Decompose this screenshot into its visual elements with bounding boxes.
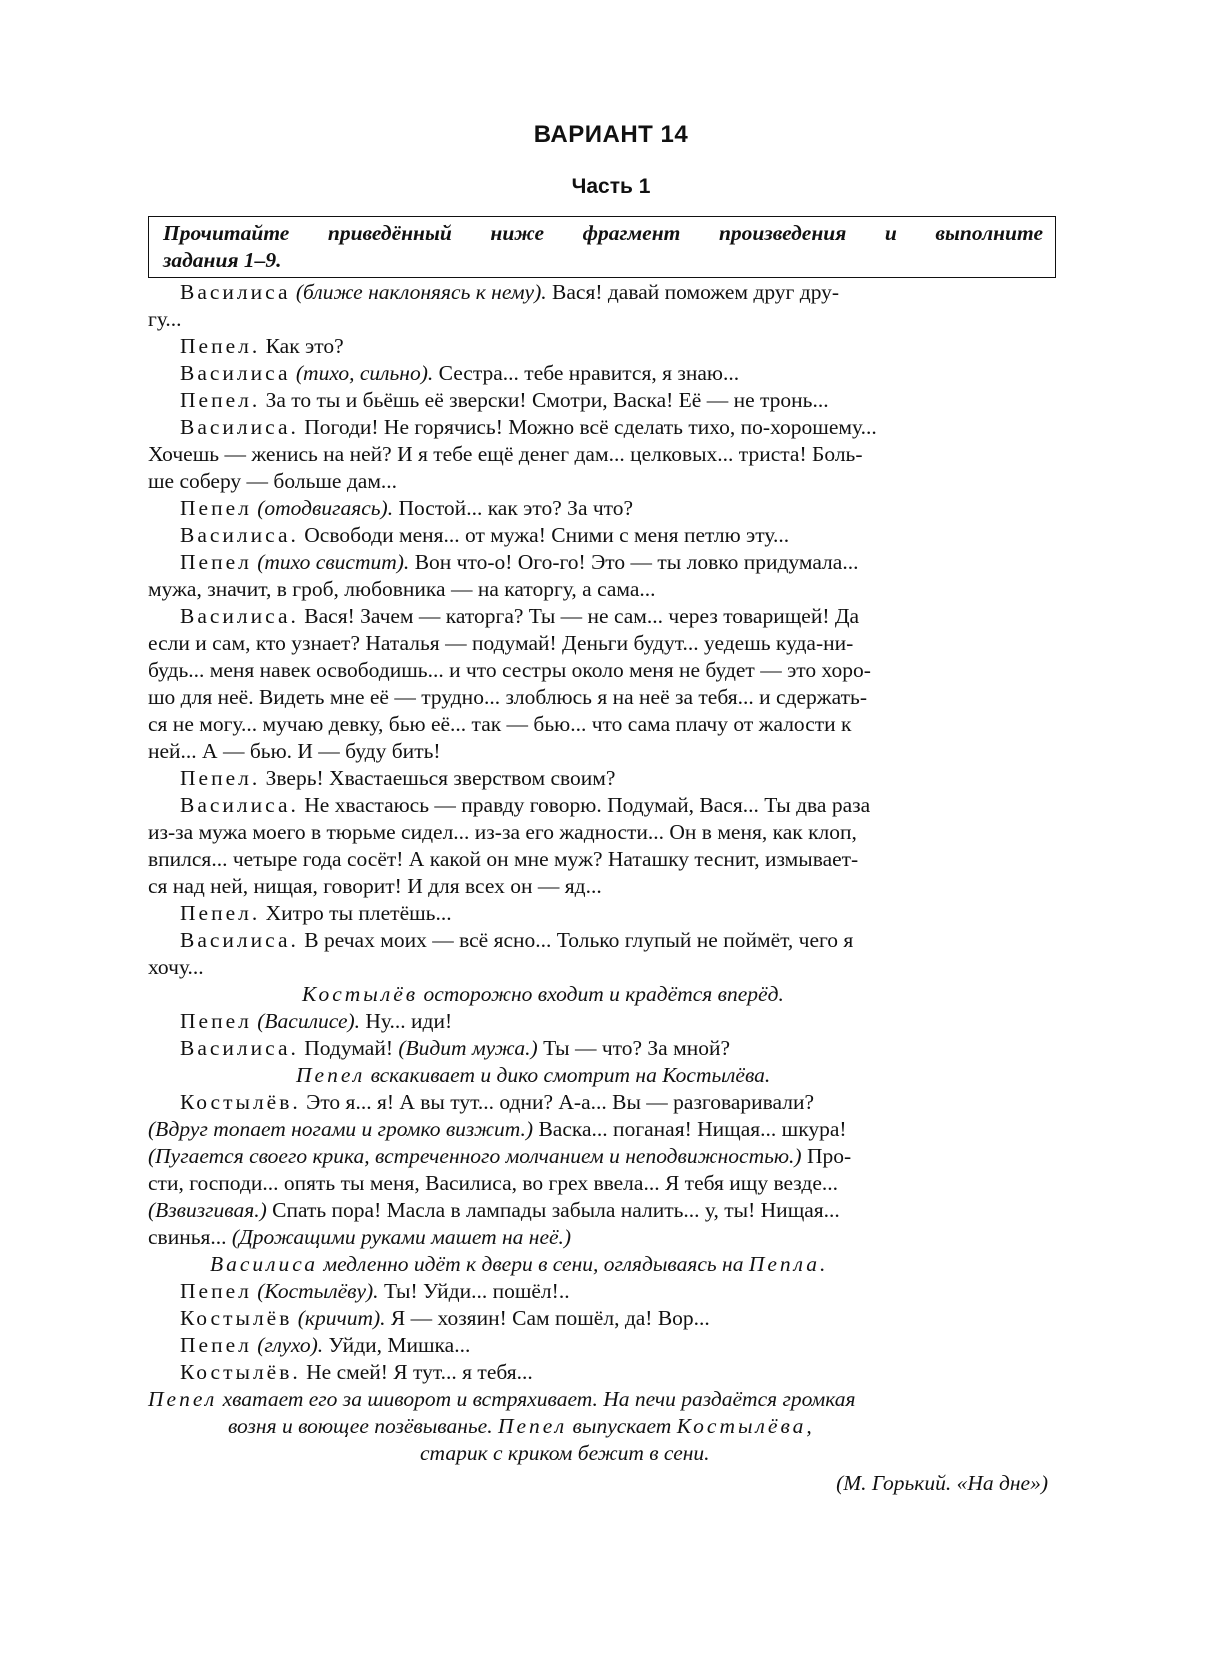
speaker: Костылёв [302, 982, 419, 1006]
text-line: (Пугается своего крика, встреченного молчанием и неподвижностью.) Про- [148, 1144, 852, 1168]
text-line: Пепел (отодвигаясь). Постой... как это? За что? [180, 496, 634, 520]
text-line: ся не могу... мучаю девку, бью её... так — бью... что сама плачу от жалости к [148, 712, 852, 736]
stage-direction: (ближе наклоняясь к нему). [290, 280, 547, 304]
stage-direction: (тихо свистит). [251, 550, 410, 574]
text-line: Василиса. Освободи меня... от мужа! Сними с меня петлю эту... [180, 523, 790, 547]
speaker: Пепел [180, 550, 252, 574]
text-line: из-за мужа моего в тюрьме сидел... из-за его жадности... Он в меня, как клоп, [148, 820, 857, 844]
text-line: Пепел. За то ты и бьёшь её зверски! Смотри, Васка! Её — не тронь... [180, 388, 829, 412]
stage-direction: (глухо). [251, 1333, 324, 1357]
text-line: будь... меня навек освободишь... и что сестры около меня не будет — это хоро- [148, 658, 871, 682]
speaker: Василиса [180, 280, 291, 304]
text-line: Пепел (глухо). Уйди, Мишка... [180, 1333, 471, 1357]
text-line: хочу... [148, 955, 204, 979]
speaker: Пепел. [180, 388, 261, 412]
citation: (М. Горький. «На дне») [836, 1471, 1048, 1495]
speaker: Пепел [296, 1063, 366, 1087]
stage-direction: (Видит мужа.) [398, 1036, 538, 1060]
task-line-2: задания 1–9. [163, 248, 282, 272]
text-line [180, 279, 839, 306]
speaker: Пепел [148, 1387, 218, 1411]
part-title: Часть 1 [571, 175, 651, 198]
stage-direction: (Вдруг топает ногами и громко визжит.) [148, 1117, 534, 1141]
stage-direction-line: Пепел вскакивает и дико смотрит на Костылёва. [296, 1063, 771, 1087]
text-line: Василиса. Вася! Зачем — каторга? Ты — не сам... через товарищей! Да [180, 604, 860, 628]
task-line-1: Прочитайте приведённый ниже фрагмент произведения и выполните [163, 221, 1043, 245]
speaker: Пепел [180, 1333, 252, 1357]
speech: Вася! давай поможем друг дру- [546, 280, 840, 304]
stage-direction: (тихо, сильно). [290, 361, 434, 385]
text-line: Костылёв. Не смей! Я тут... я тебя... [180, 1360, 533, 1384]
stage-direction-line: Костылёв осторожно входит и крадётся вперёд. [302, 982, 784, 1006]
speaker: Василиса. [180, 1036, 299, 1060]
stage-direction-line: Пепел хватает его за шиворот и встряхивает. На печи раздаётся громкая [148, 1387, 856, 1411]
text-line: мужа, значит, в гроб, любовника — на каторгу, а сама... [148, 577, 656, 601]
stage-direction: (Василисе). [251, 1009, 361, 1033]
text-line: Костылёв. Это я... я! А вы тут... одни? А-а... Вы — разговаривали? [180, 1090, 815, 1114]
text-line: Пепел (Костылёву). Ты! Уйди... пошёл!.. [180, 1279, 570, 1303]
speaker: Василиса. [180, 604, 299, 628]
text-line: Костылёв (кричит). Я — хозяин! Сам пошёл, да! Вор... [180, 1306, 710, 1330]
text-line: (Вдруг топает ногами и громко визжит.) Васка... поганая! Нищая... шкура! [148, 1117, 847, 1141]
speaker: Василиса [180, 361, 291, 385]
stage-direction: (кричит). [292, 1306, 386, 1330]
text-line: Хочешь — женись на ней? И я тебе ещё денег дам... целковых... триста! Боль- [148, 442, 863, 466]
stage-direction-line: старик с криком бежит в сени. [420, 1441, 710, 1465]
variant-title: ВАРИАНТ 14 [533, 121, 689, 148]
text-line: сти, господи... опять ты меня, Василиса, во грех ввела... Я тебя ищу везде... [148, 1171, 839, 1195]
text-line: Пепел. Зверь! Хвастаешься зверством своим? [180, 766, 616, 790]
text-line: шо для неё. Видеть мне её — трудно... злоблюсь я на неё за тебя... и сдержать- [148, 685, 867, 709]
text-line: (Взвизгивая.) Спать пора! Масла в лампады забыла налить... у, ты! Нищая... [148, 1198, 840, 1222]
text-line: Василиса. Погоди! Не горячись! Можно всё сделать тихо, по-хорошему... [180, 415, 877, 439]
text-line: гу... [148, 307, 182, 331]
task-instruction-box [148, 216, 1056, 278]
speaker: Костылёв. [180, 1090, 301, 1114]
speaker: Василиса. [180, 523, 299, 547]
speaker: Костылёв. [180, 1360, 301, 1384]
stage-direction: (Костылёву). [251, 1279, 379, 1303]
speaker: Пепел. [180, 766, 261, 790]
text-line: ней... А — бью. И — буду бить! [148, 739, 441, 763]
text-line: Пепел. Хитро ты плетёшь... [180, 901, 452, 925]
text-line: Василиса. Не хвастаюсь — правду говорю. Подумай, Вася... Ты два раза [180, 793, 871, 817]
text-line: Василиса. Подумай! (Видит мужа.) Ты — что? За мной? [180, 1036, 731, 1060]
speaker: Пепел [180, 1009, 252, 1033]
speaker: Костылёв [180, 1306, 293, 1330]
speaker: Василиса [210, 1252, 319, 1276]
speaker: Василиса. [180, 928, 299, 952]
text-line: Пепел (тихо свистит). Вон что-о! Ого-го! Это — ты ловко придумала... [180, 550, 859, 574]
text-line: свинья... (Дрожащими руками машет на неё.) [148, 1225, 572, 1249]
stage-direction-line: Василиса медленно идёт к двери в сени, оглядываясь на Пепла. [210, 1252, 826, 1276]
stage-direction: (Дрожащими руками машет на неё.) [231, 1225, 572, 1249]
text-line: ше соберу — больше дам... [148, 469, 398, 493]
speaker: Пепел. [180, 901, 261, 925]
speaker: Пепел. [180, 334, 261, 358]
text-line: Василиса (тихо, сильно). Сестра... тебе нравится, я знаю... [180, 361, 740, 385]
text-line: Пепел (Василисе). Ну... иди! [180, 1009, 453, 1033]
speaker: Пепел [180, 496, 252, 520]
stage-direction: (Взвизгивая.) [148, 1198, 267, 1222]
text-line: Пепел. Как это? [180, 334, 344, 358]
speaker: Василиса. [180, 415, 299, 439]
text-line: впился... четыре года сосёт! А какой он мне муж? Наташку теснит, измывает- [148, 847, 859, 871]
stage-direction: (отодвигаясь). [251, 496, 394, 520]
text-line: если и сам, кто узнает? Наталья — подумай! Деньги будут... уедешь куда-ни- [148, 631, 854, 655]
text-line: Василиса. В речах моих — всё ясно... Только глупый не поймёт, чего я [180, 928, 854, 952]
stage-direction-line: возня и воющее позёвыванье. Пепел выпускает Костылёва, [228, 1414, 812, 1438]
text-line: ся над ней, нищая, говорит! И для всех он — яд... [148, 874, 602, 898]
speaker: Василиса. [180, 793, 299, 817]
stage-direction: (Пугается своего крика, встреченного молчанием и неподвижностью.) [148, 1144, 802, 1168]
speaker: Пепел [180, 1279, 252, 1303]
